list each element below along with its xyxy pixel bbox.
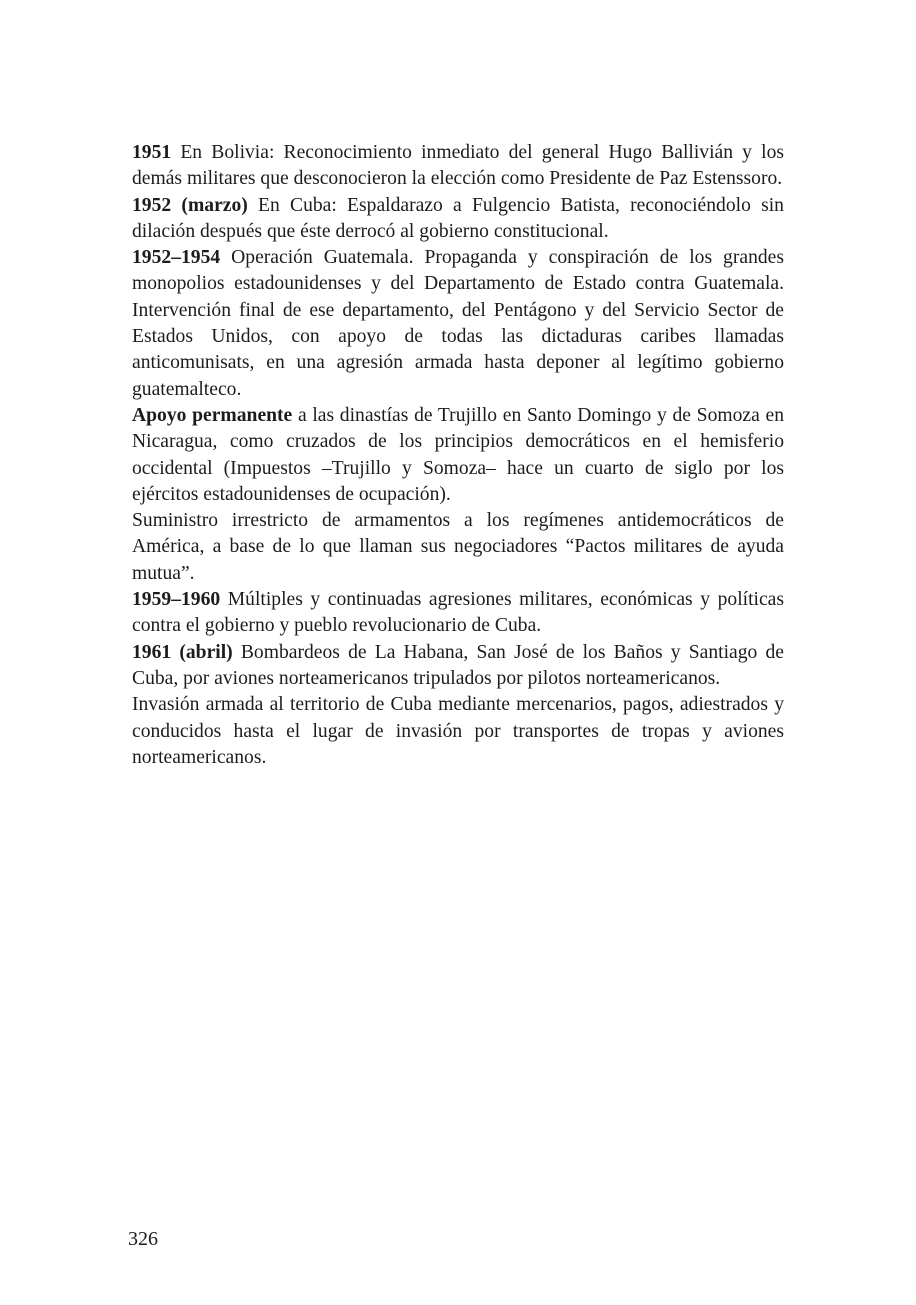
paragraph-1952 — [132, 193, 784, 246]
paragraph-apoyo-permanente — [132, 403, 784, 508]
entry-text: Invasión armada al territorio de Cuba mediante mercenarios, pagos, adiestrados y conducidos hasta el lugar de invasión por transportes de tropas y aviones norteamericanos. — [132, 694, 784, 768]
body-text — [132, 140, 784, 771]
paragraph-1961 — [132, 640, 784, 693]
entry-text: En Bolivia: Reconocimiento inmediato del general Hugo Ballivián y los demás militares que desconocieron la elección como Presidente de Paz Estenssoro. — [132, 142, 784, 190]
entry-text: a las dinastías de Trujillo en Santo Domingo y de Somoza en Nicaragua, como cruzados de los principios democráticos en el hemisferio occidental (Impuestos –Trujillo y Somoza– hace un cuarto de siglo por los ejércitos estadounidenses de ocupación). — [132, 404, 784, 505]
entry-date: 1961 (abril) — [132, 641, 233, 663]
entry-text: Múltiples y continuadas agresiones militares, económicas y políticas contra el gobierno y pueblo revolucionario de Cuba. — [132, 589, 784, 637]
entry-text: Suministro irrestricto de armamentos a los regímenes antidemocráticos de América, a base de lo que llaman sus negociadores “Pactos militares de ayuda mutua”. — [132, 510, 784, 584]
paragraph-1959-1960 — [132, 587, 784, 640]
entry-text: Bombardeos de La Habana, San José de los Baños y Santiago de Cuba, por aviones norteamericanos tripulados por pilotos norteamericanos. — [132, 641, 784, 689]
entry-date: 1951 — [132, 142, 172, 163]
entry-text: Operación Guatemala. Propaganda y conspiración de los grandes monopolios estadounidenses y del Departamento de Estado contra Guatemala. Intervención final de ese departamento, del Pentágono y del Servicio Sector de Estados Unidos, con apoyo de todas las dictaduras caribes llamadas anticomunisats, en una agresión armada hasta deponer al legítimo gobierno guatemalteco. — [132, 247, 784, 400]
entry-text: En Cuba: Espaldarazo a Fulgencio Batista, reconociéndolo sin dilación después que éste derrocó al gobierno constitucional. — [132, 194, 784, 242]
entry-date: 1959–1960 — [132, 589, 221, 611]
paragraph-invasion — [132, 692, 784, 771]
entry-date: 1952–1954 — [132, 247, 221, 269]
entry-date: 1952 (marzo) — [132, 194, 248, 216]
page-number: 326 — [128, 1228, 158, 1250]
paragraph-suministro — [132, 508, 784, 587]
paragraph-1951 — [132, 140, 784, 193]
paragraph-1952-1954 — [132, 245, 784, 403]
entry-heading: Apoyo permanente — [132, 404, 293, 426]
